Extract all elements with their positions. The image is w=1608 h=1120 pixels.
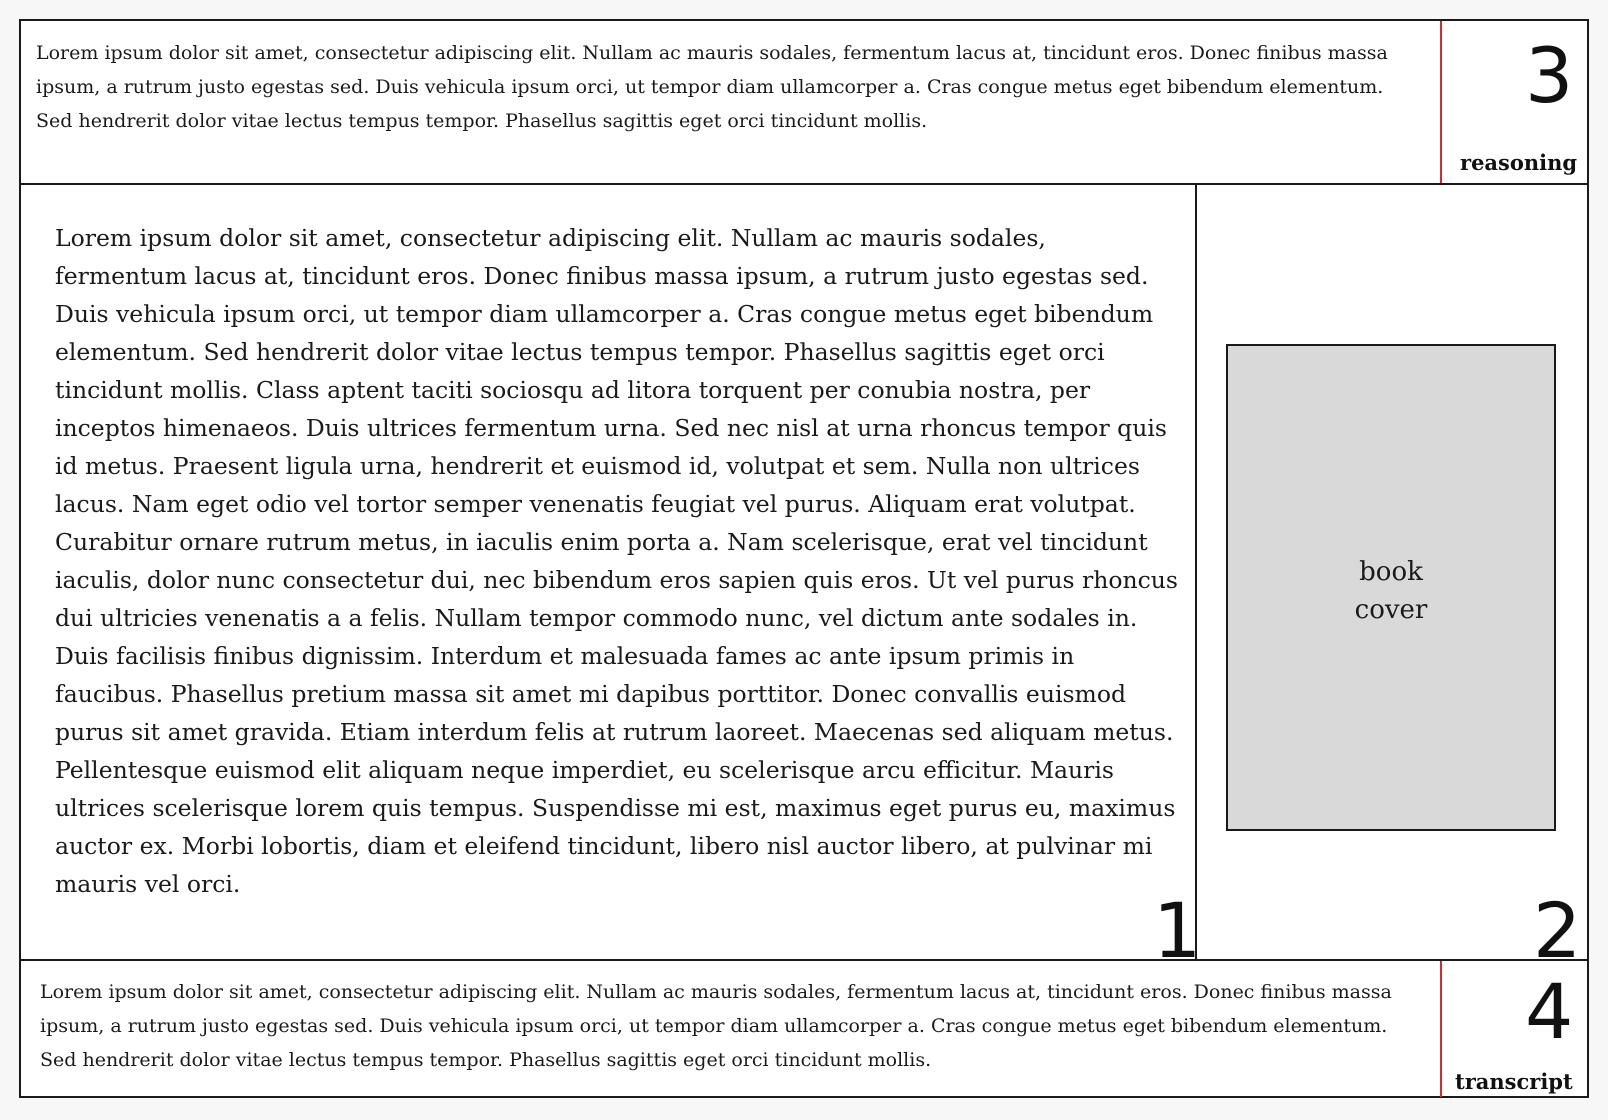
book-cover-label: book cover [1354,556,1428,625]
main-paragraph-2: Curabitur ornare rutrum metus, in iaculis enim porta a. Nam scelerisque, erat vel tincidunt iaculis, dolor nunc consectetur dui, nec bibendum eros sapien quis eros. Ut vel purus rhoncus dui ultricies venenatis a a felis. Nullam tempor commodo nunc, vel dictum ante sodales in. Duis facilisis finibus dignissim. Interdum et malesuada fames ac ante ipsum primis in faucibus. Phasellus pretium massa sit amet mi dapibus porttitor. Donec convallis euismod purus sit amet gravida. Etiam interdum felis at rutrum laoreet. Maecenas sed aliquam metus. Pellentesque euismod elit aliquam neque imperdiet, eu scelerisque arcu efficitur. Mauris ultrices scelerisque lorem quis tempus. Suspendisse mi est, maximus eget purus eu, maximus auctor ex. Morbi lobortis, diam et eleifend tincidunt, libero nisl auctor libero, at pulvinar mi mauris vel orci. [55,528,1178,898]
transcript-label: transcript [1455,1069,1573,1094]
transcript-accent-divider [1440,961,1442,1097]
main-paragraph-1: Lorem ipsum dolor sit amet, consectetur adipiscing elit. Nullam ac mauris sodales, fermentum lacus at, tincidunt eros. Donec finibus massa ipsum, a rutrum justo egestas sed. Duis vehicula ipsum orci, ut tempor diam ullamcorper a. Cras congue metus eget bibendum elementum. Sed hendrerit dolor vitae lectus tempus tempor. Phasellus sagittis eget orci tincidunt mollis. Class aptent taciti sociosqu ad litora torquent per conubia nostra, per inceptos himenaeos. Duis ultrices fermentum urna. Sed nec nisl at urna rhoncus tempor quis id metus. Praesent ligula urna, hendrerit et euismod id, volutpat et sem. Nulla non ultrices lacus. Nam eget odio vel tortor semper venenatis feugiat vel purus. Aliquam erat volutpat. [55,224,1167,518]
reasoning-text: Lorem ipsum dolor sit amet, consectetur adipiscing elit. Nullam ac mauris sodales, fermentum lacus at, tincidunt eros. Donec finibus massa ipsum, a rutrum justo egestas sed. Duis vehicula ipsum orci, ut tempor diam ullamcorper a. Cras congue metus eget bibendum elementum. Sed hendrerit dolor vitae lectus tempus tempor. Phasellus sagittis eget orci tincidunt mollis. [36,42,1388,132]
book-cover-placeholder [1226,344,1556,831]
reasoning-accent-divider [1440,21,1442,183]
bottom-divider [19,959,1589,961]
reasoning-number: 3 [1525,31,1574,120]
top-divider [19,183,1589,185]
reasoning-label: reasoning [1460,150,1578,175]
main-text-body [55,219,1180,903]
main-cover-divider [1195,183,1197,961]
book-cover-number: 2 [1533,886,1582,975]
transcript-text: Lorem ipsum dolor sit amet, consectetur adipiscing elit. Nullam ac mauris sodales, fermentum lacus at, tincidunt eros. Donec finibus massa ipsum, a rutrum justo egestas sed. Duis vehicula ipsum orci, ut tempor diam ullamcorper a. Cras congue metus eget bibendum elementum. Sed hendrerit dolor vitae lectus tempus tempor. Phasellus sagittis eget orci tincidunt mollis. [40,981,1392,1071]
transcript-number: 4 [1525,967,1574,1056]
main-text-number: 1 [1153,886,1202,975]
